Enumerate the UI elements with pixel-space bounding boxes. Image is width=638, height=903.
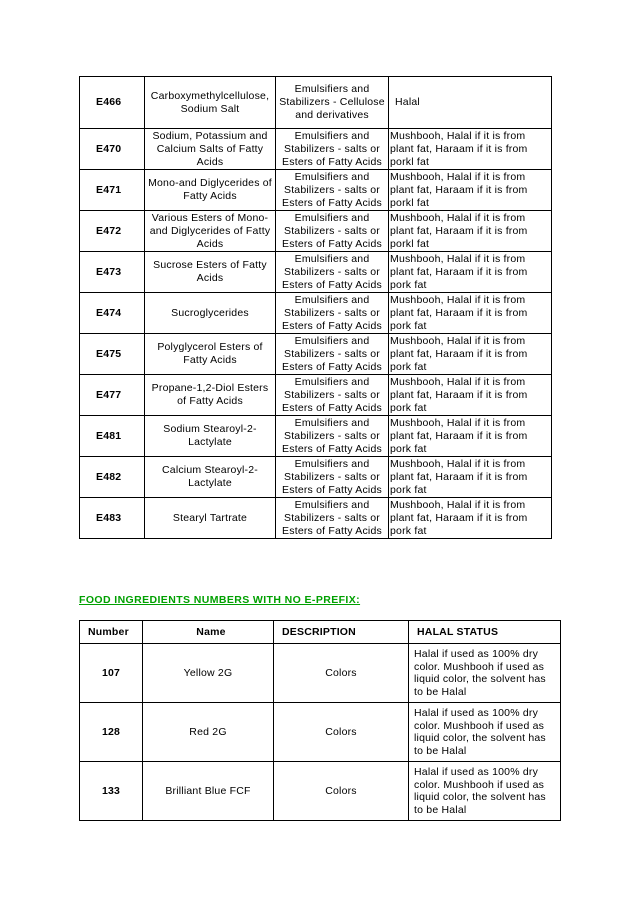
ingredient-name: Sodium, Potassium and Calcium Salts of Fatty Acids — [145, 129, 276, 170]
ingredient-description: Emulsifiers and Stabilizers - salts or Esters of Fatty Acids — [276, 375, 389, 416]
ingredient-description: Emulsifiers and Stabilizers - salts or Esters of Fatty Acids — [276, 129, 389, 170]
column-header-number: Number — [80, 621, 143, 644]
halal-status: Mushbooh, Halal if it is from plant fat, Haraam if it is from pork fat — [389, 293, 552, 334]
halal-status: Mushbooh, Halal if it is from plant fat, Haraam if it is from pork fat — [389, 252, 552, 293]
ingredient-description: Emulsifiers and Stabilizers - Cellulose and derivatives — [276, 77, 389, 129]
ingredient-description: Emulsifiers and Stabilizers - salts or Esters of Fatty Acids — [276, 498, 389, 539]
column-header-halal-status: HALAL STATUS — [409, 621, 561, 644]
halal-status: Mushbooh, Halal if it is from plant fat, Haraam if it is from pork fat — [389, 457, 552, 498]
table-row — [80, 129, 552, 170]
halal-status: Mushbooh, Halal if it is from plant fat, Haraam if it is from porkl fat — [389, 129, 552, 170]
e-code: E475 — [80, 334, 145, 375]
ingredient-number: 107 — [80, 644, 143, 703]
table-row — [80, 375, 552, 416]
halal-status: Mushbooh, Halal if it is from plant fat, Haraam if it is from porkl fat — [389, 211, 552, 252]
section-heading: FOOD INGREDIENTS NUMBERS WITH NO E-PREFIX: — [79, 594, 361, 606]
e-code: E470 — [80, 129, 145, 170]
column-header-description: DESCRIPTION — [274, 621, 409, 644]
ingredient-description: Emulsifiers and Stabilizers - salts or Esters of Fatty Acids — [276, 293, 389, 334]
e-code: E477 — [80, 375, 145, 416]
table-row — [80, 77, 552, 129]
ingredient-name: Polyglycerol Esters of Fatty Acids — [145, 334, 276, 375]
e-code: E466 — [80, 77, 145, 129]
halal-status: Halal if used as 100% dry color. Mushbooh if used as liquid color, the solvent has to be Halal — [409, 703, 561, 762]
table-row — [80, 703, 561, 762]
e-code: E483 — [80, 498, 145, 539]
e-code: E474 — [80, 293, 145, 334]
ingredient-description: Emulsifiers and Stabilizers - salts or Esters of Fatty Acids — [276, 170, 389, 211]
e-code: E471 — [80, 170, 145, 211]
ingredient-name: Calcium Stearoyl-2-Lactylate — [145, 457, 276, 498]
table-row — [80, 762, 561, 821]
ingredient-description: Emulsifiers and Stabilizers - salts or Esters of Fatty Acids — [276, 211, 389, 252]
ingredient-description: Emulsifiers and Stabilizers - salts or Esters of Fatty Acids — [276, 457, 389, 498]
ingredient-name: Sucrose Esters of Fatty Acids — [145, 252, 276, 293]
ingredient-name: Mono-and Diglycerides of Fatty Acids — [145, 170, 276, 211]
ingredient-description: Emulsifiers and Stabilizers - salts or Esters of Fatty Acids — [276, 334, 389, 375]
ingredient-name: Various Esters of Mono- and Diglycerides of Fatty Acids — [145, 211, 276, 252]
ingredient-name: Sodium Stearoyl-2-Lactylate — [145, 416, 276, 457]
halal-status: Halal — [389, 77, 552, 129]
ingredient-name: Red 2G — [143, 703, 274, 762]
table-row — [80, 252, 552, 293]
table-row — [80, 211, 552, 252]
ingredient-number: 128 — [80, 703, 143, 762]
table-row — [80, 170, 552, 211]
halal-status: Mushbooh, Halal if it is from plant fat, Haraam if it is from pork fat — [389, 498, 552, 539]
e-code: E482 — [80, 457, 145, 498]
table-row — [80, 334, 552, 375]
table-header-row — [80, 621, 561, 644]
ingredient-name: Propane-1,2-Diol Esters of Fatty Acids — [145, 375, 276, 416]
column-header-name: Name — [143, 621, 274, 644]
ingredient-name: Yellow 2G — [143, 644, 274, 703]
ingredient-name: Brilliant Blue FCF — [143, 762, 274, 821]
ingredient-description: Emulsifiers and Stabilizers - salts or Esters of Fatty Acids — [276, 252, 389, 293]
ingredient-name: Stearyl Tartrate — [145, 498, 276, 539]
e-code: E481 — [80, 416, 145, 457]
table-row — [80, 644, 561, 703]
table-row — [80, 457, 552, 498]
halal-status: Mushbooh, Halal if it is from plant fat, Haraam if it is from pork fat — [389, 375, 552, 416]
ingredient-description: Emulsifiers and Stabilizers - salts or Esters of Fatty Acids — [276, 416, 389, 457]
ingredient-name: Sucroglycerides — [145, 293, 276, 334]
e-number-table — [79, 76, 552, 539]
ingredient-description: Colors — [274, 762, 409, 821]
ingredient-description: Colors — [274, 644, 409, 703]
ingredient-description: Colors — [274, 703, 409, 762]
halal-status: Mushbooh, Halal if it is from plant fat, Haraam if it is from pork fat — [389, 416, 552, 457]
table-row — [80, 416, 552, 457]
halal-status: Halal if used as 100% dry color. Mushbooh if used as liquid color, the solvent has to be Halal — [409, 762, 561, 821]
table-row — [80, 498, 552, 539]
ingredient-name: Carboxymethylcellulose, Sodium Salt — [145, 77, 276, 129]
ingredient-number: 133 — [80, 762, 143, 821]
e-code: E473 — [80, 252, 145, 293]
halal-status: Mushbooh, Halal if it is from plant fat, Haraam if it is from pork fat — [389, 334, 552, 375]
halal-status: Halal if used as 100% dry color. Mushbooh if used as liquid color, the solvent has to be Halal — [409, 644, 561, 703]
e-code: E472 — [80, 211, 145, 252]
halal-status: Mushbooh, Halal if it is from plant fat, Haraam if it is from porkl fat — [389, 170, 552, 211]
table-row — [80, 293, 552, 334]
no-e-prefix-table — [79, 620, 561, 821]
